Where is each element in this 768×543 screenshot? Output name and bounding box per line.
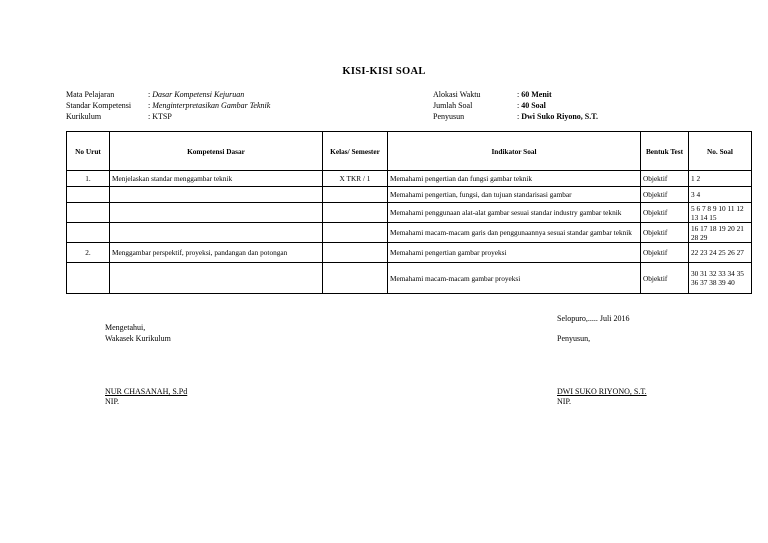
author-role: Penyusun, [557,334,591,343]
cell-bentuk: Objektif [641,203,689,223]
meta-sep: : [148,90,151,99]
cell-bentuk: Objektif [641,187,689,203]
header-soal: No. Soal [689,132,752,171]
meta-sep: : [148,112,151,121]
cell-no: 1. [67,171,110,187]
cell-no [67,203,110,223]
cell-kd [110,223,323,243]
meta-row-standard [66,100,270,111]
cell-bentuk: Objektif [641,223,689,243]
acknowledge-label: Mengetahui, [105,323,146,332]
meta-label: Standar Kompetensi [66,101,132,110]
cell-kelas [323,263,388,294]
meta-value: Dwi Suko Riyono, S.T. [521,112,598,121]
table-row [67,171,752,187]
meta-row-subject [66,89,270,100]
wakasek-name: NUR CHASANAH, S.Pd [105,387,188,396]
cell-indikator: Memahami pengertian, fungsi, dan tujuan standarisasi gambar [388,187,641,203]
meta-value: 60 Menit [521,90,552,99]
header-no: No Urut [67,132,110,171]
meta-value: 40 Soal [521,101,546,110]
wakasek-role: Wakasek Kurikulum [105,334,171,343]
meta-label: Jumlah Soal [433,101,473,110]
meta-label: Penyusun [433,112,465,121]
cell-kelas [323,187,388,203]
cell-indikator: Memahami pengertian gambar proyeksi [388,243,641,263]
header-kd: Kompetensi Dasar [110,132,323,171]
cell-kd: Menggambar perspektif, proyeksi, pandangan dan potongan [110,243,323,263]
table-row [67,223,752,243]
header-indikator: Indikator Soal [388,132,641,171]
cell-soal: 16 17 18 19 20 21 28 29 [689,223,752,243]
meta-label: Kurikulum [66,112,102,121]
cell-kelas [323,203,388,223]
table-row [67,263,752,294]
cell-bentuk: Objektif [641,243,689,263]
author-name: DWI SUKO RIYONO, S.T. [557,387,647,396]
table-header-row [67,132,752,171]
cell-kd: Menjelaskan standar menggambar teknik [110,171,323,187]
cell-kelas [323,243,388,263]
cell-no: 2. [67,243,110,263]
meta-label: Alokasi Waktu [433,90,481,99]
cell-soal: 1 2 [689,171,752,187]
cell-kd [110,187,323,203]
cell-indikator: Memahami pengertian dan fungsi gambar teknik [388,171,641,187]
table-row [67,203,752,223]
table-row [67,243,752,263]
cell-no [67,187,110,203]
meta-row-count [433,100,598,111]
meta-row-curriculum [66,111,270,122]
meta-left [66,89,270,122]
meta-sep: : [148,101,151,110]
place-date: Selopuro,..... Juli 2016 [557,314,630,323]
meta-label: Mata Pelajaran [66,90,115,99]
kisi-kisi-table [66,131,752,294]
cell-indikator: Memahami macam-macam gambar proyeksi [388,263,641,294]
cell-soal: 3 4 [689,187,752,203]
cell-kd [110,263,323,294]
meta-value: Menginterpretasikan Gambar Teknik [152,101,271,110]
cell-indikator: Memahami macam-macam garis dan penggunaannya sesuai standar gambar teknik [388,223,641,243]
meta-row-time [433,89,598,100]
cell-soal: 30 31 32 33 34 35 36 37 38 39 40 [689,263,752,294]
meta-sep: : [517,101,520,110]
cell-bentuk: Objektif [641,263,689,294]
cell-kelas: X TKR / 1 [323,171,388,187]
meta-value: KTSP [152,112,172,121]
author-nip: NIP. [557,397,572,406]
document-title: KISI-KISI SOAL [342,66,426,77]
cell-soal: 22 23 24 25 26 27 [689,243,752,263]
meta-sep: : [517,112,520,121]
meta-row-author [433,111,598,122]
cell-no [67,263,110,294]
meta-sep: : [517,90,520,99]
cell-kelas [323,223,388,243]
meta-right [433,89,598,122]
wakasek-nip: NIP. [105,397,120,406]
cell-kd [110,203,323,223]
cell-no [67,223,110,243]
meta-value: Dasar Kompetensi Kejuruan [152,90,245,99]
header-bentuk: Bentuk Test [641,132,689,171]
cell-bentuk: Objektif [641,171,689,187]
table-row [67,187,752,203]
cell-soal: 5 6 7 8 9 10 11 12 13 14 15 [689,203,752,223]
header-kelas: Kelas/ Semester [323,132,388,171]
cell-indikator: Memahami penggunaan alat-alat gambar sesuai standar industry gambar teknik [388,203,641,223]
